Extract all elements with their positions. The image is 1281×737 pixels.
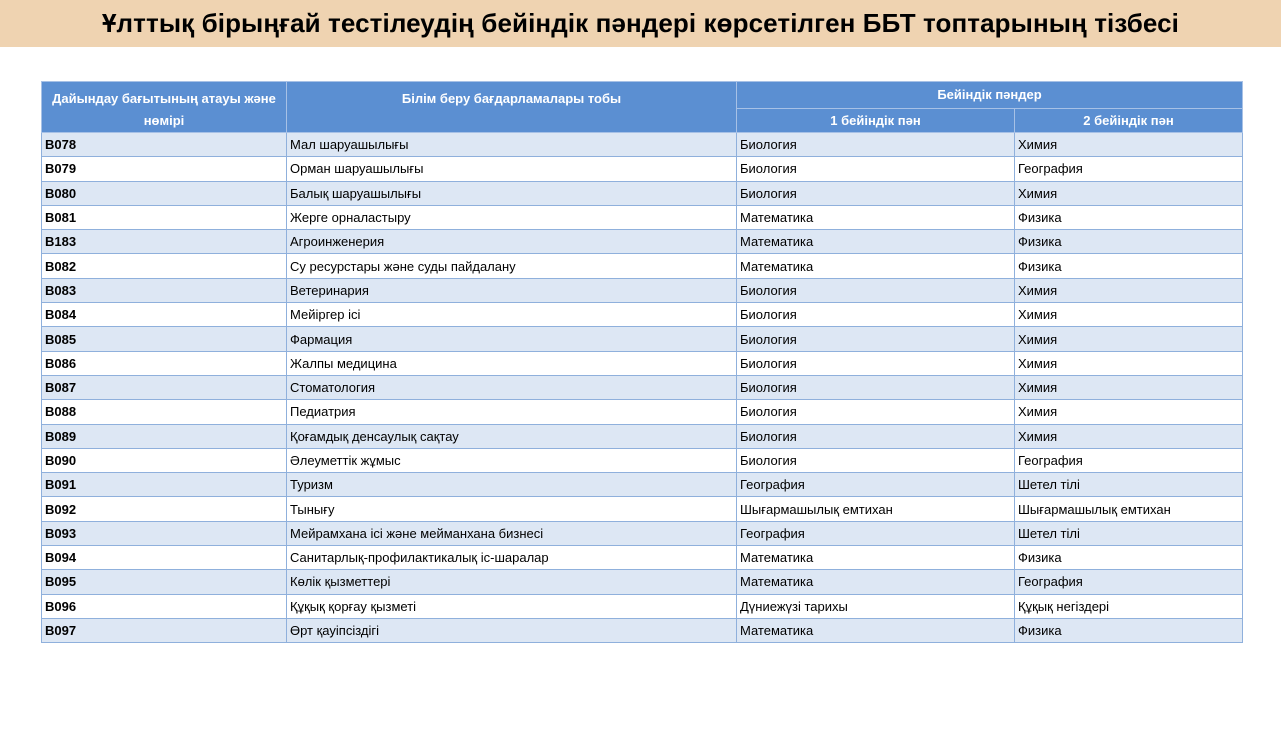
row-code: B081 [42,205,287,229]
table-row [42,351,1243,375]
row-subject-1: Биология [737,133,1015,157]
row-subject-1: Биология [737,351,1015,375]
row-subject-1: Математика [737,254,1015,278]
table-row [42,181,1243,205]
page-title: Ұлттық бірыңғай тестілеудің бейіндік пәндері көрсетілген ББТ топтарының тізбесі [102,8,1179,38]
row-code: B080 [42,181,287,205]
row-subject-2: Химия [1015,303,1243,327]
row-subject-1: Математика [737,546,1015,570]
row-code: B085 [42,327,287,351]
header-program-group: Білім беру бағдарламалары тобы [287,82,737,133]
row-code: B095 [42,570,287,594]
header-direction: Дайындау бағытының атауы және нөмірі [42,82,287,133]
row-program-group: Ветеринария [287,278,737,302]
row-code: B093 [42,521,287,545]
row-code: B082 [42,254,287,278]
row-subject-2: Физика [1015,618,1243,642]
header-subject-1: 1 бейіндік пән [737,108,1015,132]
row-program-group: Мал шаруашылығы [287,133,737,157]
row-subject-2: Химия [1015,424,1243,448]
row-subject-1: География [737,521,1015,545]
row-program-group: Өрт қауіпсіздігі [287,618,737,642]
table-row [42,205,1243,229]
row-subject-1: Дүниежүзі тарихы [737,594,1015,618]
row-program-group: Жерге орналастыру [287,205,737,229]
row-subject-1: Биология [737,157,1015,181]
row-program-group: Су ресурстары және суды пайдалану [287,254,737,278]
row-program-group: Балық шаруашылығы [287,181,737,205]
table-row [42,400,1243,424]
row-program-group: Әлеуметтік жұмыс [287,448,737,472]
row-subject-2: Химия [1015,400,1243,424]
row-program-group: Көлік қызметтері [287,570,737,594]
table-row [42,303,1243,327]
row-subject-1: Биология [737,327,1015,351]
row-subject-1: Биология [737,424,1015,448]
row-subject-1: Биология [737,303,1015,327]
row-program-group: Санитарлық-профилактикалық іс-шаралар [287,546,737,570]
row-code: B097 [42,618,287,642]
subjects-table [41,81,1243,643]
row-subject-2: Шығармашылық емтихан [1015,497,1243,521]
row-code: B183 [42,230,287,254]
row-subject-1: Биология [737,181,1015,205]
row-subject-2: Химия [1015,278,1243,302]
row-code: B086 [42,351,287,375]
row-subject-1: Математика [737,618,1015,642]
row-subject-1: Биология [737,375,1015,399]
table-row [42,594,1243,618]
row-subject-2: Химия [1015,351,1243,375]
row-subject-1: Биология [737,278,1015,302]
row-subject-2: Физика [1015,230,1243,254]
row-program-group: Агроинженерия [287,230,737,254]
header-subject-2: 2 бейіндік пән [1015,108,1243,132]
row-subject-2: Химия [1015,133,1243,157]
row-program-group: Қоғамдық денсаулық сақтау [287,424,737,448]
row-code: B088 [42,400,287,424]
row-program-group: Тынығу [287,497,737,521]
table-row [42,230,1243,254]
row-subject-2: География [1015,570,1243,594]
row-subject-2: Шетел тілі [1015,473,1243,497]
table-header [42,82,1243,133]
row-program-group: Фармация [287,327,737,351]
table-row [42,497,1243,521]
header-profile-subjects: Бейіндік пәндер [737,82,1243,109]
row-subject-1: Математика [737,230,1015,254]
row-subject-1: Биология [737,448,1015,472]
row-code: B096 [42,594,287,618]
row-code: B089 [42,424,287,448]
row-subject-2: Химия [1015,375,1243,399]
table-row [42,618,1243,642]
table-body [42,133,1243,643]
row-subject-2: Құқық негіздері [1015,594,1243,618]
row-code: B087 [42,375,287,399]
row-program-group: Жалпы медицина [287,351,737,375]
row-program-group: Мейрамхана ісі және мейманхана бизнесі [287,521,737,545]
row-code: B083 [42,278,287,302]
row-code: B078 [42,133,287,157]
table-row [42,424,1243,448]
table-row [42,473,1243,497]
row-program-group: Педиатрия [287,400,737,424]
row-subject-2: Физика [1015,205,1243,229]
row-subject-2: Химия [1015,181,1243,205]
table-row [42,133,1243,157]
title-banner [0,0,1281,47]
row-program-group: Мейіргер ісі [287,303,737,327]
row-program-group: Орман шаруашылығы [287,157,737,181]
table-row [42,375,1243,399]
table-row [42,157,1243,181]
row-subject-2: Физика [1015,254,1243,278]
row-program-group: Құқық қорғау қызметі [287,594,737,618]
row-code: B079 [42,157,287,181]
row-program-group: Туризм [287,473,737,497]
row-subject-2: Шетел тілі [1015,521,1243,545]
table-row [42,448,1243,472]
row-subject-2: География [1015,448,1243,472]
row-subject-1: Шығармашылық емтихан [737,497,1015,521]
row-subject-2: Физика [1015,546,1243,570]
row-code: B092 [42,497,287,521]
row-code: B091 [42,473,287,497]
row-code: B084 [42,303,287,327]
row-program-group: Стоматология [287,375,737,399]
table-row [42,570,1243,594]
table-row [42,546,1243,570]
row-subject-2: География [1015,157,1243,181]
row-subject-2: Химия [1015,327,1243,351]
row-subject-1: Математика [737,205,1015,229]
table-row [42,254,1243,278]
row-subject-1: Биология [737,400,1015,424]
row-subject-1: География [737,473,1015,497]
table-row [42,278,1243,302]
table-row [42,521,1243,545]
row-code: B094 [42,546,287,570]
row-code: B090 [42,448,287,472]
row-subject-1: Математика [737,570,1015,594]
table-row [42,327,1243,351]
